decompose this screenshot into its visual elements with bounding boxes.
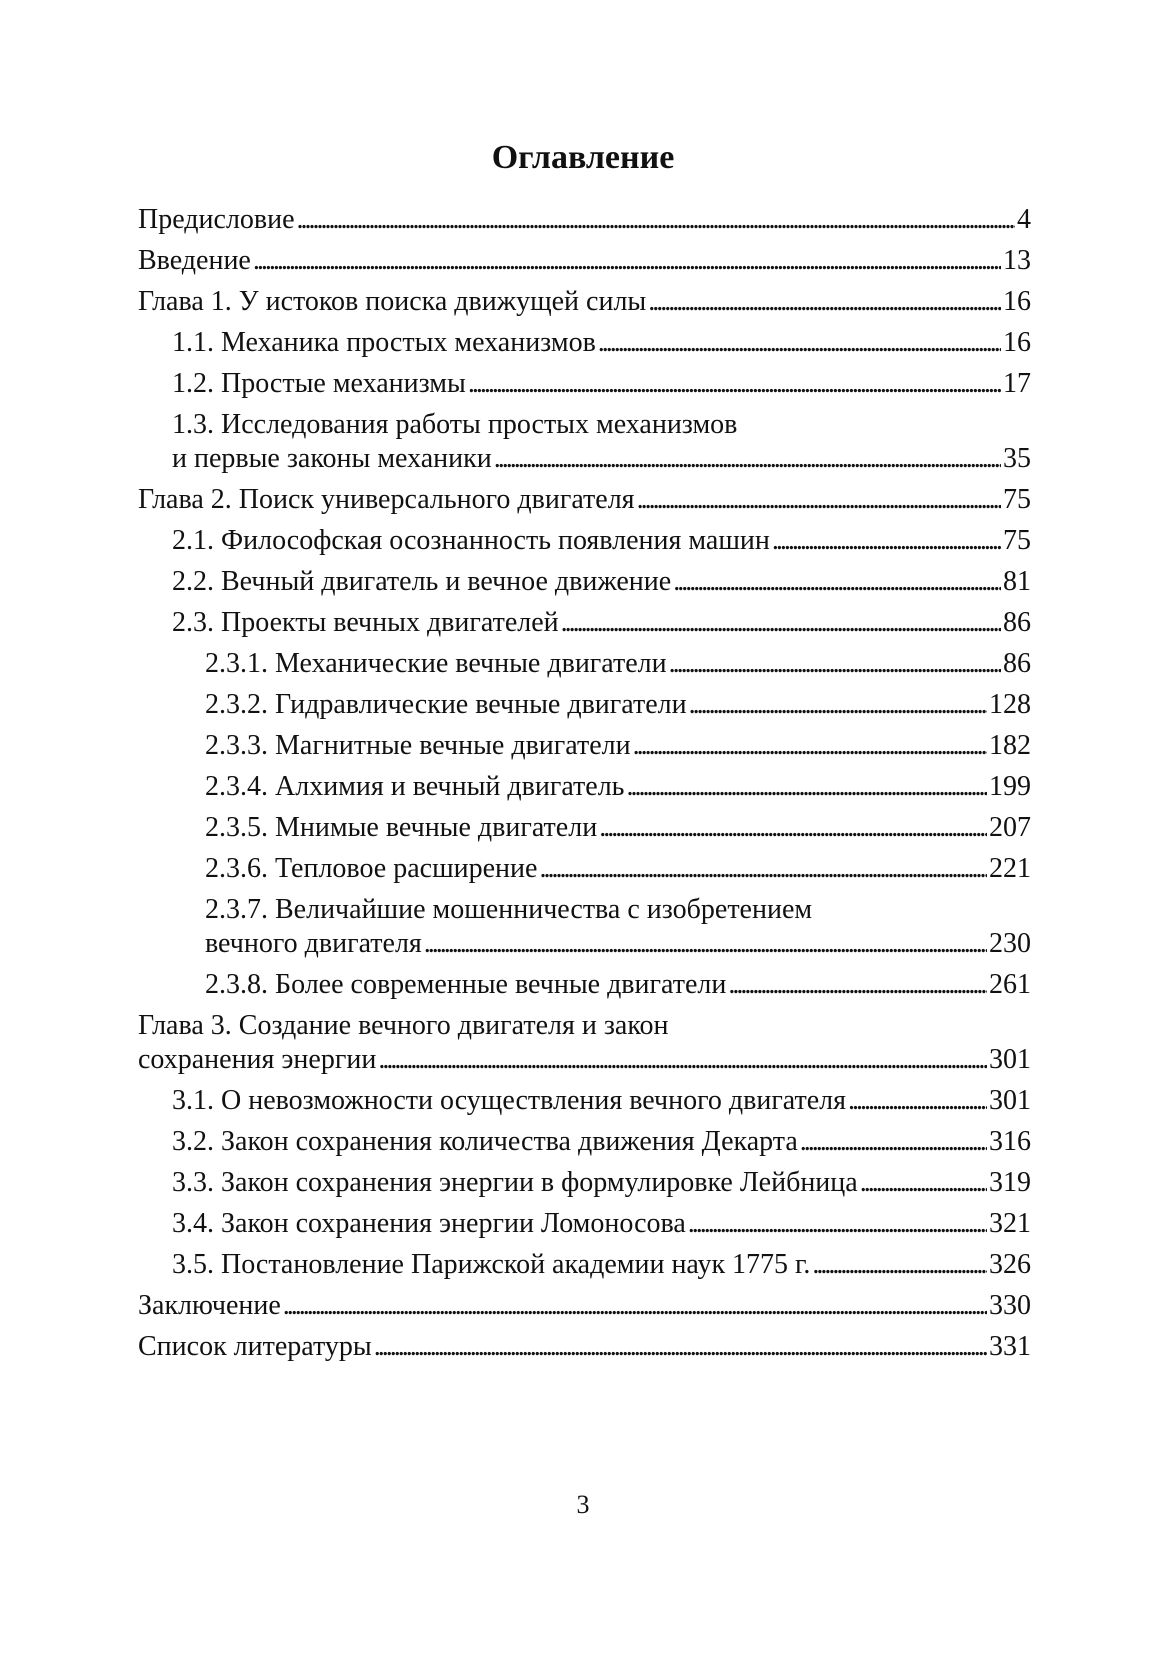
toc-entry-title: и первые законы механики bbox=[172, 443, 492, 474]
toc-entry-title-line: 1.3. Исследования работы простых механизмов bbox=[172, 409, 738, 440]
toc-entry-page: 75 bbox=[1003, 525, 1031, 556]
toc-entry-title: 2.3.4. Алхимия и вечный двигатель bbox=[205, 771, 625, 802]
toc-leader-dots bbox=[728, 968, 987, 1002]
toc-entry-title: 2.1. Философская осознанность появления машин bbox=[172, 525, 770, 556]
toc-entry[interactable] bbox=[138, 483, 1031, 517]
toc-entry-page: 319 bbox=[989, 1167, 1031, 1198]
toc-leader-dots bbox=[253, 244, 1001, 278]
toc-entry-title: сохранения энергии bbox=[138, 1044, 377, 1075]
toc-entry[interactable] bbox=[138, 729, 1031, 763]
toc-leader-dots bbox=[539, 852, 987, 886]
toc-entry-title: Глава 1. У истоков поиска движущей силы bbox=[138, 286, 647, 317]
toc-entry-title: Введение bbox=[138, 245, 251, 276]
toc-entry-title: 2.3.2. Гидравлические вечные двигатели bbox=[205, 689, 687, 720]
toc-entry[interactable] bbox=[138, 285, 1031, 319]
page-number: 3 bbox=[576, 1490, 590, 1519]
toc-entry-page: 86 bbox=[1003, 607, 1031, 638]
toc-entry[interactable] bbox=[138, 524, 1031, 558]
toc-entry-page: 4 bbox=[1017, 204, 1031, 235]
toc-entry-title: 2.3. Проекты вечных двигателей bbox=[172, 607, 559, 638]
page-title: Оглавление bbox=[491, 139, 675, 176]
toc-entry-title: 3.1. О невозможности осуществления вечного двигателя bbox=[172, 1085, 847, 1116]
toc-entry-page: 199 bbox=[989, 771, 1031, 802]
toc-entry-page: 221 bbox=[989, 853, 1031, 884]
toc-leader-dots bbox=[637, 483, 1001, 517]
toc-entry-page: 316 bbox=[989, 1126, 1031, 1157]
toc-entry-page: 16 bbox=[1003, 286, 1031, 317]
toc-entry[interactable] bbox=[138, 1084, 1031, 1118]
toc-entry-page: 301 bbox=[989, 1044, 1031, 1075]
toc-entry[interactable] bbox=[138, 1207, 1031, 1241]
toc-entry-page: 301 bbox=[989, 1085, 1031, 1116]
toc-leader-dots bbox=[860, 1166, 987, 1200]
toc-entry[interactable] bbox=[138, 1009, 1031, 1077]
toc-entry-page: 261 bbox=[989, 969, 1031, 1000]
toc-entry-title: 3.4. Закон сохранения энергии Ломоносова bbox=[172, 1208, 686, 1239]
toc-leader-dots bbox=[283, 1289, 987, 1323]
toc-entry-page: 330 bbox=[989, 1290, 1031, 1321]
toc-entry-page: 81 bbox=[1003, 566, 1031, 597]
toc-leader-dots bbox=[468, 367, 1001, 401]
toc-leader-dots bbox=[599, 811, 987, 845]
toc-leader-dots bbox=[800, 1125, 987, 1159]
toc-leader-dots bbox=[648, 285, 1001, 319]
toc-entry-title-line: Глава 3. Создание вечного двигателя и закон bbox=[138, 1010, 669, 1041]
toc-entry-title: вечного двигателя bbox=[205, 928, 422, 959]
toc-leader-dots bbox=[673, 565, 1001, 599]
toc-entry[interactable] bbox=[138, 1248, 1031, 1282]
toc-entry-title: 3.3. Закон сохранения энергии в формулировке Лейбница bbox=[172, 1167, 858, 1198]
toc-entry[interactable] bbox=[138, 770, 1031, 804]
toc-entry-title: 3.5. Постановление Парижской академии наук 1775 г. bbox=[172, 1249, 811, 1280]
toc-leader-dots bbox=[378, 1043, 987, 1077]
toc-entry-page: 182 bbox=[989, 730, 1031, 761]
toc-leader-dots bbox=[812, 1248, 987, 1282]
toc-leader-dots bbox=[772, 524, 1001, 558]
toc-entry-page: 321 bbox=[989, 1208, 1031, 1239]
toc-entry-title: 3.2. Закон сохранения количества движения Декарта bbox=[172, 1126, 798, 1157]
toc-entry[interactable] bbox=[138, 647, 1031, 681]
toc-entry-title: 2.3.8. Более современные вечные двигатели bbox=[205, 969, 727, 1000]
toc-leader-dots bbox=[626, 770, 987, 804]
toc-leader-dots bbox=[494, 442, 1001, 476]
toc-entry-title: 2.3.5. Мнимые вечные двигатели bbox=[205, 812, 598, 843]
toc-leader-dots bbox=[297, 203, 1015, 237]
toc-entry-title: 2.3.6. Тепловое расширение bbox=[205, 853, 538, 884]
toc-entry[interactable] bbox=[138, 968, 1031, 1002]
toc-entry-page: 17 bbox=[1003, 368, 1031, 399]
toc-leader-dots bbox=[374, 1330, 987, 1364]
toc-entry-title: 1.2. Простые механизмы bbox=[172, 368, 466, 399]
toc-entry[interactable] bbox=[138, 565, 1031, 599]
toc-entry[interactable] bbox=[138, 1166, 1031, 1200]
toc-entry-page: 230 bbox=[989, 928, 1031, 959]
toc-entry-title-line: 2.3.7. Величайшие мошенничества с изобретением bbox=[205, 894, 813, 925]
toc-entry-page: 331 bbox=[989, 1331, 1031, 1362]
toc-entry-title: Список литературы bbox=[138, 1331, 372, 1362]
toc-entry[interactable] bbox=[138, 1330, 1031, 1364]
toc-entry-page: 16 bbox=[1003, 327, 1031, 358]
toc-entry[interactable] bbox=[138, 203, 1031, 237]
toc-entry-page: 35 bbox=[1003, 443, 1031, 474]
toc-leader-dots bbox=[424, 927, 987, 961]
toc-entry-page: 326 bbox=[989, 1249, 1031, 1280]
toc-entry[interactable] bbox=[138, 852, 1031, 886]
toc-leader-dots bbox=[598, 326, 1001, 360]
toc-entry[interactable] bbox=[138, 367, 1031, 401]
toc-entry[interactable] bbox=[138, 326, 1031, 360]
toc-entry-title: Заключение bbox=[138, 1290, 281, 1321]
toc-entry-page: 75 bbox=[1003, 484, 1031, 515]
toc-entry[interactable] bbox=[138, 688, 1031, 722]
toc-entry-title: 2.2. Вечный двигатель и вечное движение bbox=[172, 566, 672, 597]
toc-leader-dots bbox=[688, 1207, 987, 1241]
toc-entry[interactable] bbox=[138, 1125, 1031, 1159]
toc-entry-title: 2.3.1. Механические вечные двигатели bbox=[205, 648, 667, 679]
toc-leader-dots bbox=[561, 606, 1001, 640]
toc-entry[interactable] bbox=[138, 244, 1031, 278]
toc-entry[interactable] bbox=[138, 1289, 1031, 1323]
toc-entry-title: 1.1. Механика простых механизмов bbox=[172, 327, 596, 358]
toc-entry-page: 13 bbox=[1003, 245, 1031, 276]
toc-entry-page: 86 bbox=[1003, 648, 1031, 679]
table-of-contents bbox=[138, 203, 1031, 1371]
toc-leader-dots bbox=[689, 688, 987, 722]
toc-entry[interactable] bbox=[138, 893, 1031, 961]
toc-entry[interactable] bbox=[138, 408, 1031, 476]
toc-entry-page: 128 bbox=[989, 689, 1031, 720]
toc-entry-page: 207 bbox=[989, 812, 1031, 843]
toc-leader-dots bbox=[848, 1084, 987, 1118]
toc-leader-dots bbox=[633, 729, 987, 763]
toc-leader-dots bbox=[669, 647, 1001, 681]
toc-entry[interactable] bbox=[138, 606, 1031, 640]
toc-entry-title: 2.3.3. Магнитные вечные двигатели bbox=[205, 730, 631, 761]
toc-entry[interactable] bbox=[138, 811, 1031, 845]
toc-entry-title: Предисловие bbox=[138, 204, 295, 235]
toc-entry-title: Глава 2. Поиск универсального двигателя bbox=[138, 484, 635, 515]
